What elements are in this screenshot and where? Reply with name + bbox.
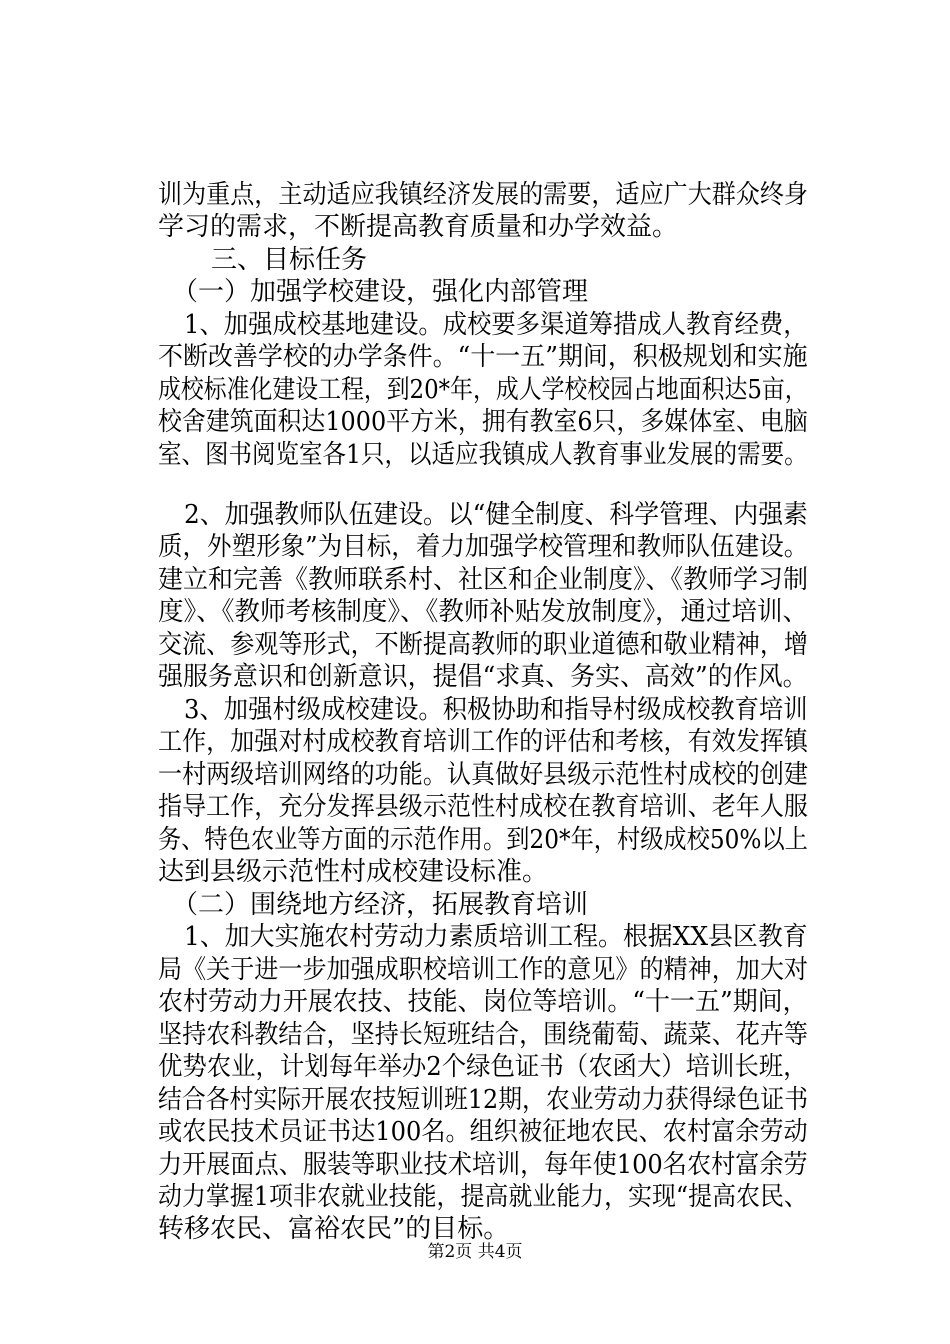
- text-line: 强服务意识和创新意识，提倡“求真、务实、高效”的作风。: [158, 662, 808, 692]
- text-line: 成校标准化建设工程，到20*年，成人学校校园占地面积达5亩，: [158, 375, 808, 405]
- text-line: 2、加强教师队伍建设。以“健全制度、科学管理、内强素: [184, 500, 808, 530]
- section-heading: 三、目标任务: [211, 245, 368, 275]
- text-line: 结合各村实际开展农技短训班12期，农业劳动力获得绿色证书: [158, 1085, 809, 1115]
- text-line: 质，外塑形象”为目标，着力加强学校管理和教师队伍建设。: [158, 532, 809, 562]
- text-line: 训为重点，主动适应我镇经济发展的需要，适应广大群众终身: [158, 180, 809, 210]
- text-line: 建立和完善《教师联系村、社区和企业制度》、《教师学习制: [158, 565, 809, 595]
- text-line: 动力掌握1项非农就业技能，提高就业能力，实现“提高农民、: [158, 1182, 808, 1212]
- text-line: 一村两级培训网络的功能。认真做好县级示范性村成校的创建: [158, 760, 809, 790]
- text-line: 农村劳动力开展农技、技能、岗位等培训。“十一五”期间，: [158, 987, 808, 1017]
- text-line: 转移农民、富裕农民”的目标。: [158, 1214, 510, 1244]
- subsection-heading: （二）围绕地方经济，拓展教育培训: [172, 890, 589, 920]
- text-line: 度》、《教师考核制度》、《教师补贴发放制度》，通过培训、: [158, 597, 809, 627]
- text-line: 力开展面点、服装等职业技术培训，每年使100名农村富余劳: [158, 1150, 808, 1180]
- text-line: 室、图书阅览室各1只，以适应我镇成人教育事业发展的需要。: [158, 440, 808, 470]
- page-footer: 第2页 共4页: [427, 1242, 523, 1262]
- text-line: 3、加强村级成校建设。积极协助和指导村级成校教育培训: [184, 695, 808, 725]
- text-line: 校舍建筑面积达1000平方米，拥有教室6只，多媒体室、电脑: [158, 407, 808, 437]
- text-line: 1、加强成校基地建设。成校要多渠道筹措成人教育经费，: [184, 310, 808, 340]
- text-line: 局《关于进一步加强成职校培训工作的意见》的精神，加大对: [158, 955, 809, 985]
- text-line: 交流、参观等形式，不断提高教师的职业道德和敬业精神，增: [158, 630, 809, 660]
- text-line: 达到县级示范性村成校建设标准。: [158, 857, 549, 887]
- text-line: 不断改善学校的办学条件。“十一五”期间，积极规划和实施: [158, 342, 808, 372]
- text-line: 指导工作，充分发挥县级示范性村成校在教育培训、老年人服: [158, 792, 809, 822]
- text-line: 工作，加强对村成校教育培训工作的评估和考核，有效发挥镇: [158, 727, 809, 757]
- text-line: 坚持农科教结合，坚持长短班结合，围绕葡萄、蔬菜、花卉等: [158, 1020, 809, 1050]
- text-line: 1、加大实施农村劳动力素质培训工程。根据XX县区教育: [184, 922, 808, 952]
- subsection-heading: （一）加强学校建设，强化内部管理: [172, 277, 589, 307]
- text-line: 优势农业，计划每年举办2个绿色证书（农函大）培训长班，: [158, 1052, 808, 1082]
- text-line: 或农民技术员证书达100名。组织被征地农民、农村富余劳动: [158, 1117, 808, 1147]
- text-line: 务、特色农业等方面的示范作用。到20*年，村级成校50%以上: [158, 825, 808, 855]
- text-line: 学习的需求，不断提高教育质量和办学效益。: [158, 212, 679, 242]
